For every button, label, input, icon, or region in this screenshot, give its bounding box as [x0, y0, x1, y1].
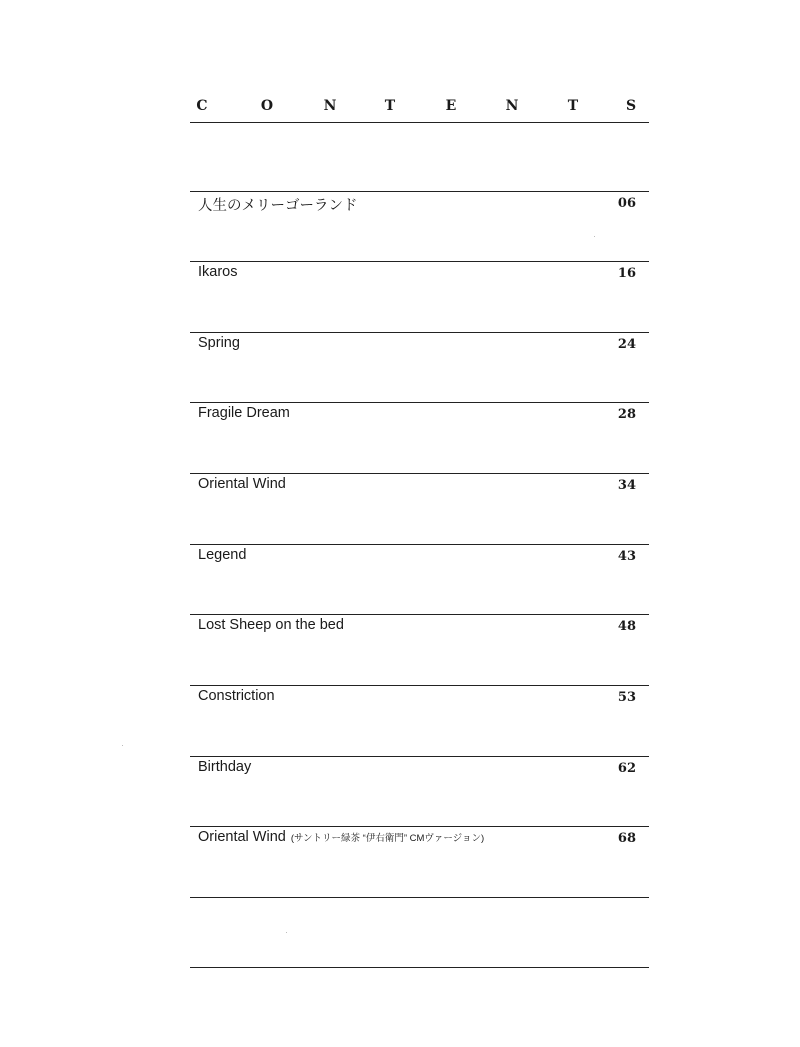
toc-entry-page: 34 [617, 478, 636, 493]
toc-entry-page: 24 [617, 337, 636, 352]
heading-letter: E [445, 98, 457, 114]
toc-entry-page: 48 [617, 619, 636, 634]
heading-letter: T [567, 98, 579, 114]
toc-entry[interactable] [190, 685, 649, 756]
toc-entry-page: 28 [617, 407, 636, 422]
toc-entry-title: 人生のメリーゴーランド [198, 198, 358, 214]
toc-entry-page: 62 [617, 761, 636, 776]
toc-entry-title: Birthday [198, 759, 252, 775]
heading-letter: S [625, 98, 637, 114]
toc-entry-title: Fragile Dream [198, 405, 290, 421]
toc-entry-empty [190, 967, 649, 1038]
toc-entry-page: 53 [617, 690, 636, 705]
toc-entry[interactable] [190, 261, 649, 332]
contents-page [190, 0, 649, 1047]
heading-letter: N [505, 98, 519, 114]
toc-entry-page: 16 [617, 266, 636, 281]
toc-entry-title: Oriental Wind [198, 476, 286, 492]
heading-letter: T [384, 98, 396, 114]
toc-entry-title-wrap [198, 829, 484, 845]
heading-letter: O [260, 98, 274, 114]
toc-entry-page: 68 [617, 831, 636, 846]
scan-speck [594, 236, 595, 237]
toc-entry-title: Lost Sheep on the bed [198, 617, 344, 633]
heading-letter: N [323, 98, 337, 114]
toc-entry-title: Ikaros [198, 264, 238, 280]
toc-entry-page: 06 [617, 196, 636, 211]
toc-entry-title: Constriction [198, 688, 275, 704]
toc-entry[interactable] [190, 826, 649, 897]
toc-entry[interactable] [190, 332, 649, 403]
toc-entry-subtitle: (サントリー緑茶 “伊右衛門” CMヴァージョン) [290, 833, 485, 844]
toc-entry[interactable] [190, 614, 649, 685]
scan-speck [122, 745, 123, 746]
toc-entry-title: Spring [198, 335, 240, 351]
heading-letter: C [196, 98, 208, 114]
contents-heading [190, 96, 649, 123]
scan-speck [286, 932, 287, 933]
toc-entry[interactable] [190, 402, 649, 473]
toc-entry-title: Legend [198, 547, 247, 563]
toc-entry[interactable] [190, 191, 649, 262]
toc-entry[interactable] [190, 473, 649, 544]
toc-entry-empty [190, 897, 649, 968]
toc-entry[interactable] [190, 544, 649, 615]
toc-entry-page: 43 [617, 549, 636, 564]
toc-entry[interactable] [190, 756, 649, 827]
toc-entry-title: Oriental Wind [198, 829, 286, 845]
